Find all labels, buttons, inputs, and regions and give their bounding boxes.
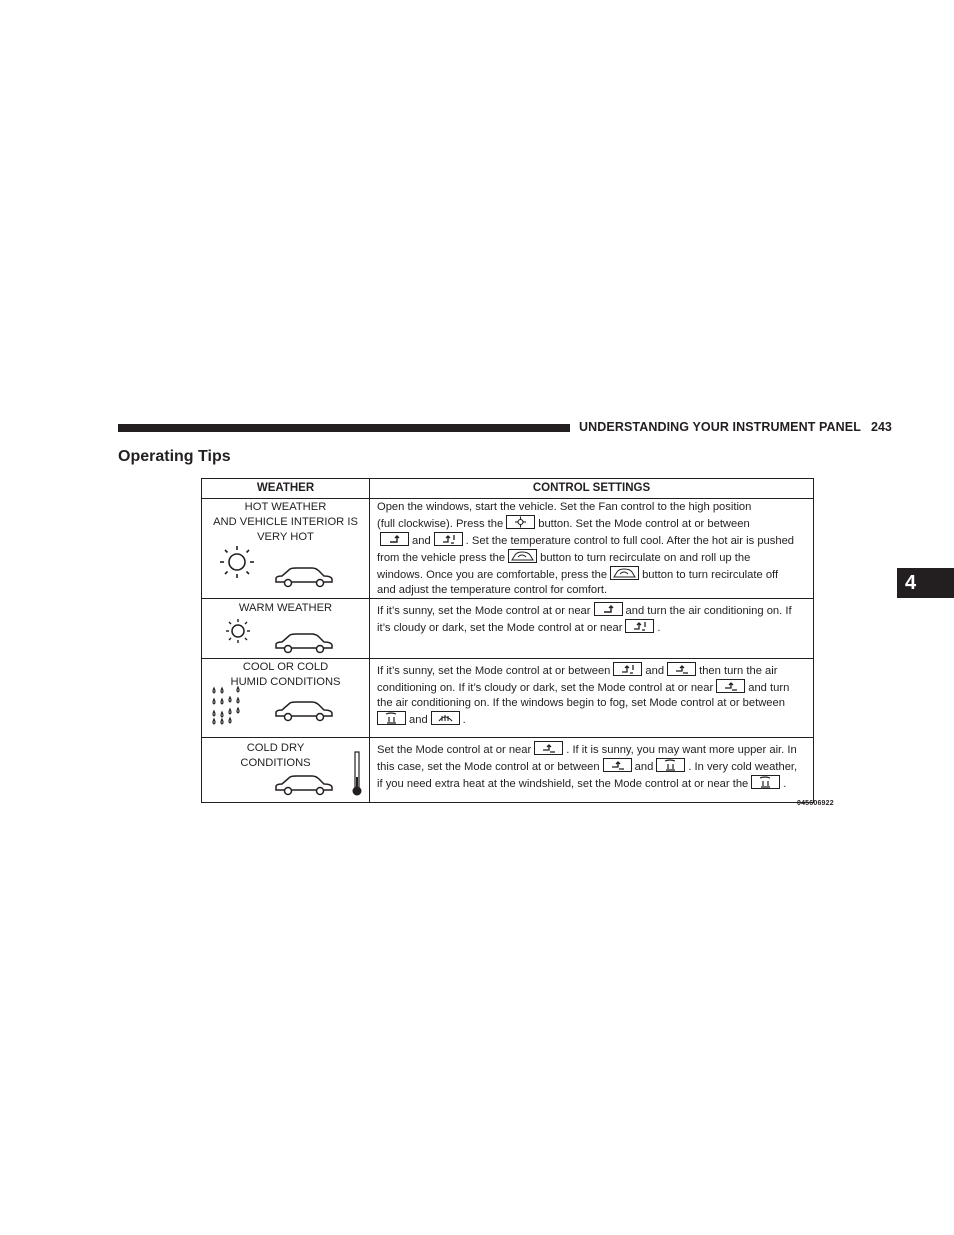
page-number: 243	[871, 420, 892, 434]
bilevel-mode-icon	[613, 662, 642, 676]
mix-mode-icon	[751, 775, 780, 789]
floor-mode-icon	[716, 679, 745, 693]
table-row-cool-humid	[202, 659, 814, 738]
floor-mode-icon	[603, 758, 632, 772]
weather-cell	[202, 659, 370, 738]
thermometer-icon	[351, 751, 363, 797]
weather-label: COLD DRY CONDITIONS	[240, 742, 311, 769]
mix-mode-icon	[656, 758, 685, 772]
control-settings-cell: If it’s sunny, set the Mode control at or between and then turn the air conditioning on. If it’s cloudy or dark, set the Mode control at or near and turn the air conditioning on. If the windows begin to fog, set Mode control at or between and .	[370, 659, 814, 738]
sun-icon	[217, 544, 257, 580]
figure-id: 045606922	[797, 800, 834, 807]
table-row-hot-weather	[202, 499, 814, 599]
header-rule	[118, 424, 570, 432]
control-settings-cell: Set the Mode control at or near . If it is sunny, you may want more upper air. In this case, set the Mode control at or between and . In very cold weather, if you need extra heat at the windshield, set the Mode control at or near the .	[370, 738, 814, 803]
recirculate-button-icon	[610, 566, 639, 580]
floor-mode-icon	[534, 741, 563, 755]
chapter-tab: 4	[897, 568, 954, 598]
table-row-cold-dry	[202, 738, 814, 803]
car-icon	[274, 632, 334, 654]
weather-cell	[202, 599, 370, 659]
column-header-control-settings: CONTROL SETTINGS	[370, 479, 814, 499]
mix-mode-icon	[377, 711, 406, 725]
weather-label: HOT WEATHER AND VEHICLE INTERIOR IS VERY HOT	[213, 501, 358, 543]
running-header-title: UNDERSTANDING YOUR INSTRUMENT PANEL	[579, 420, 861, 434]
car-icon	[274, 700, 334, 722]
panel-mode-icon	[594, 602, 623, 616]
floor-mode-icon	[667, 662, 696, 676]
weather-cell	[202, 499, 370, 599]
weather-label: COOL OR COLD HUMID CONDITIONS	[230, 661, 341, 688]
bilevel-mode-icon	[434, 532, 463, 546]
defrost-mode-icon	[431, 711, 460, 725]
control-settings-cell: If it’s sunny, set the Mode control at or near and turn the air conditioning on. If it’s cloudy or dark, set the Mode control at or near .	[370, 599, 814, 659]
table-header-row	[202, 479, 814, 499]
rain-drops-icon	[210, 685, 246, 725]
fan-button-icon	[506, 515, 535, 529]
car-icon	[274, 774, 334, 796]
control-settings-cell: Open the windows, start the vehicle. Set the Fan control to the high position (full clockwise). Press the button. Set the Mode control at or between and . Set the temperature control to full cool. After the hot air is pushed from the vehicle press the button to turn recirculate on and roll up the windows. Once you are comfortable, press the button to turn recirculate off and adjust the temperature control for comfort.	[370, 499, 814, 599]
car-icon	[274, 566, 334, 588]
table-row-warm-weather	[202, 599, 814, 659]
panel-mode-icon	[380, 532, 409, 546]
recirculate-button-icon	[508, 549, 537, 563]
weather-label: WARM WEATHER	[238, 602, 333, 614]
column-header-weather: WEATHER	[202, 479, 370, 499]
bilevel-mode-icon	[625, 619, 654, 633]
operating-tips-table	[201, 478, 814, 803]
weather-cell	[202, 738, 370, 803]
section-title: Operating Tips	[118, 448, 231, 465]
sun-icon	[224, 618, 252, 644]
